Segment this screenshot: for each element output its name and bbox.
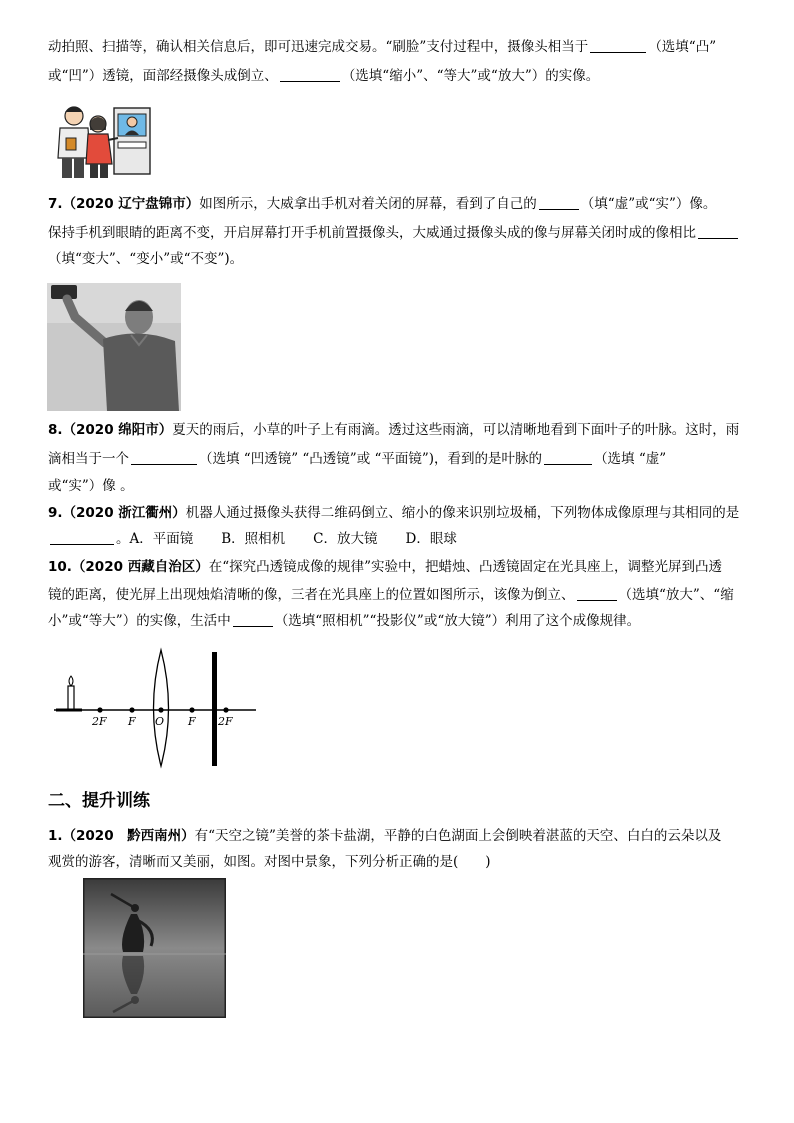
candle-flame-icon (69, 676, 73, 686)
kiosk-slot (118, 142, 146, 148)
label-f-right: F (188, 715, 196, 728)
q7-line1: 7.（2020 辽宁盘锦市）如图所示，大威拿出手机对着关闭的屏幕，看到了自己的 （填“虚”或“实”）像。 (48, 196, 717, 212)
question-number: 9.（2020 浙江衢州） (48, 505, 186, 521)
woman-leg (90, 164, 98, 178)
shirt (103, 333, 179, 411)
salt-lake-photo (83, 878, 226, 1018)
q9-line1: 9.（2020 浙江衢州）机器人通过摄像头获得二维码倒立、缩小的像来识别垃圾桶，下列物体成像原理与其相同的是 (48, 505, 740, 521)
answer-blank[interactable] (544, 450, 592, 465)
q10-line2: 镜的距离，使光屏上出现烛焰清晰的像，三者在光具座上的位置如图所示，该像为倒立、 （选填“放大”、“缩 (48, 587, 734, 603)
man-leg (74, 158, 84, 178)
answer-blank[interactable] (577, 586, 617, 601)
q8-line2: 滴相当于一个 （选填 “凹透镜” “凸透镜”或 “平面镜”)，看到的是叶脉的 （选填 “虚” (48, 451, 667, 467)
q9-options (48, 525, 748, 554)
answer-blank[interactable] (590, 38, 646, 53)
label-2f-left: 2F (92, 715, 107, 728)
point-o (158, 707, 163, 712)
answer-blank[interactable] (539, 195, 579, 210)
answer-blank[interactable] (131, 450, 197, 465)
q7-line2: 保持手机到眼睛的距离不变，开启屏幕打开手机前置摄像头，大威通过摄像头成的像与屏幕关闭时成的像相比 (48, 219, 748, 248)
salt-lake-photo-drawing (83, 878, 226, 1018)
question-number: 10.（2020 西藏自治区） (48, 559, 209, 575)
face-payment-illustration (52, 98, 162, 182)
selfie-photo-drawing (47, 283, 181, 411)
question-number: 1.（2020 黔西南州） (48, 828, 195, 844)
man-hair (65, 107, 83, 112)
q8-line3: 或“实”）像 。 (48, 478, 134, 494)
question-number: 7.（2020 辽宁盘锦市） (48, 196, 200, 212)
answer-blank[interactable] (50, 530, 114, 545)
label-2f-right: 2F (218, 715, 233, 728)
woman-leg (100, 164, 108, 178)
q10-line1: 10.（2020 西藏自治区）在“探究凸透镜成像的规律”实验中，把蜡烛、凸透镜固定在光具座上，调整光屏到凸透 (48, 559, 723, 575)
q6-line1: 动拍照、扫描等，确认相关信息后，即可迅速完成交易。“刷脸”支付过程中，摄像头相当于 （选填“凸” (48, 39, 717, 55)
selfie-photo (47, 283, 181, 411)
man-bag (66, 138, 76, 150)
label-f-left: F (128, 715, 136, 728)
section-title: 二、提升训练 (48, 791, 150, 811)
point-2f-left (97, 707, 102, 712)
question-number: 8.（2020 绵阳市） (48, 422, 173, 438)
option-b[interactable]: B．照相机 (221, 531, 286, 547)
label-o: O (155, 715, 165, 728)
kiosk-face (127, 117, 137, 127)
s2q1-line2: 观赏的游客，清晰而又美丽，如图。对图中景象，下列分析正确的是( ) (48, 854, 491, 870)
point-f-left (129, 707, 134, 712)
answer-blank[interactable] (233, 612, 273, 627)
q8-line1: 8.（2020 绵阳市）夏天的雨后，小草的叶子上有雨滴。透过这些雨滴，可以清晰地看到下面叶子的叶脉。这时，雨 (48, 422, 740, 438)
candle (68, 686, 74, 710)
option-a[interactable]: 。A．平面镜 (116, 531, 194, 547)
answer-blank[interactable] (698, 224, 738, 239)
light-screen (212, 652, 217, 766)
option-c[interactable]: C．放大镜 (313, 531, 378, 547)
optical-bench-diagram (52, 646, 262, 770)
q7-line3: （填“变大”、“变小”或“不变”)。 (48, 251, 244, 267)
woman-body (86, 134, 112, 164)
s2q1-line1: 1.（2020 黔西南州）有“天空之镜”美誉的茶卡盐湖，平静的白色湖面上会倒映着湛蓝的天空、白白的云朵以及 (48, 828, 722, 844)
point-f-right (189, 707, 194, 712)
answer-blank[interactable] (280, 67, 340, 82)
man-leg (62, 158, 72, 178)
point-2f-right (223, 707, 228, 712)
q6-line2: 或“凹”）透镜，面部经摄像头成倒立、 （选填“缩小”、“等大”或“放大”）的实像。 (48, 68, 600, 84)
q10-line3: 小”或“等大”）的实像，生活中 （选填“照相机”“投影仪”或“放大镜”）利用了这个成像规律。 (48, 613, 641, 629)
option-d[interactable]: D．眼球 (405, 531, 457, 547)
